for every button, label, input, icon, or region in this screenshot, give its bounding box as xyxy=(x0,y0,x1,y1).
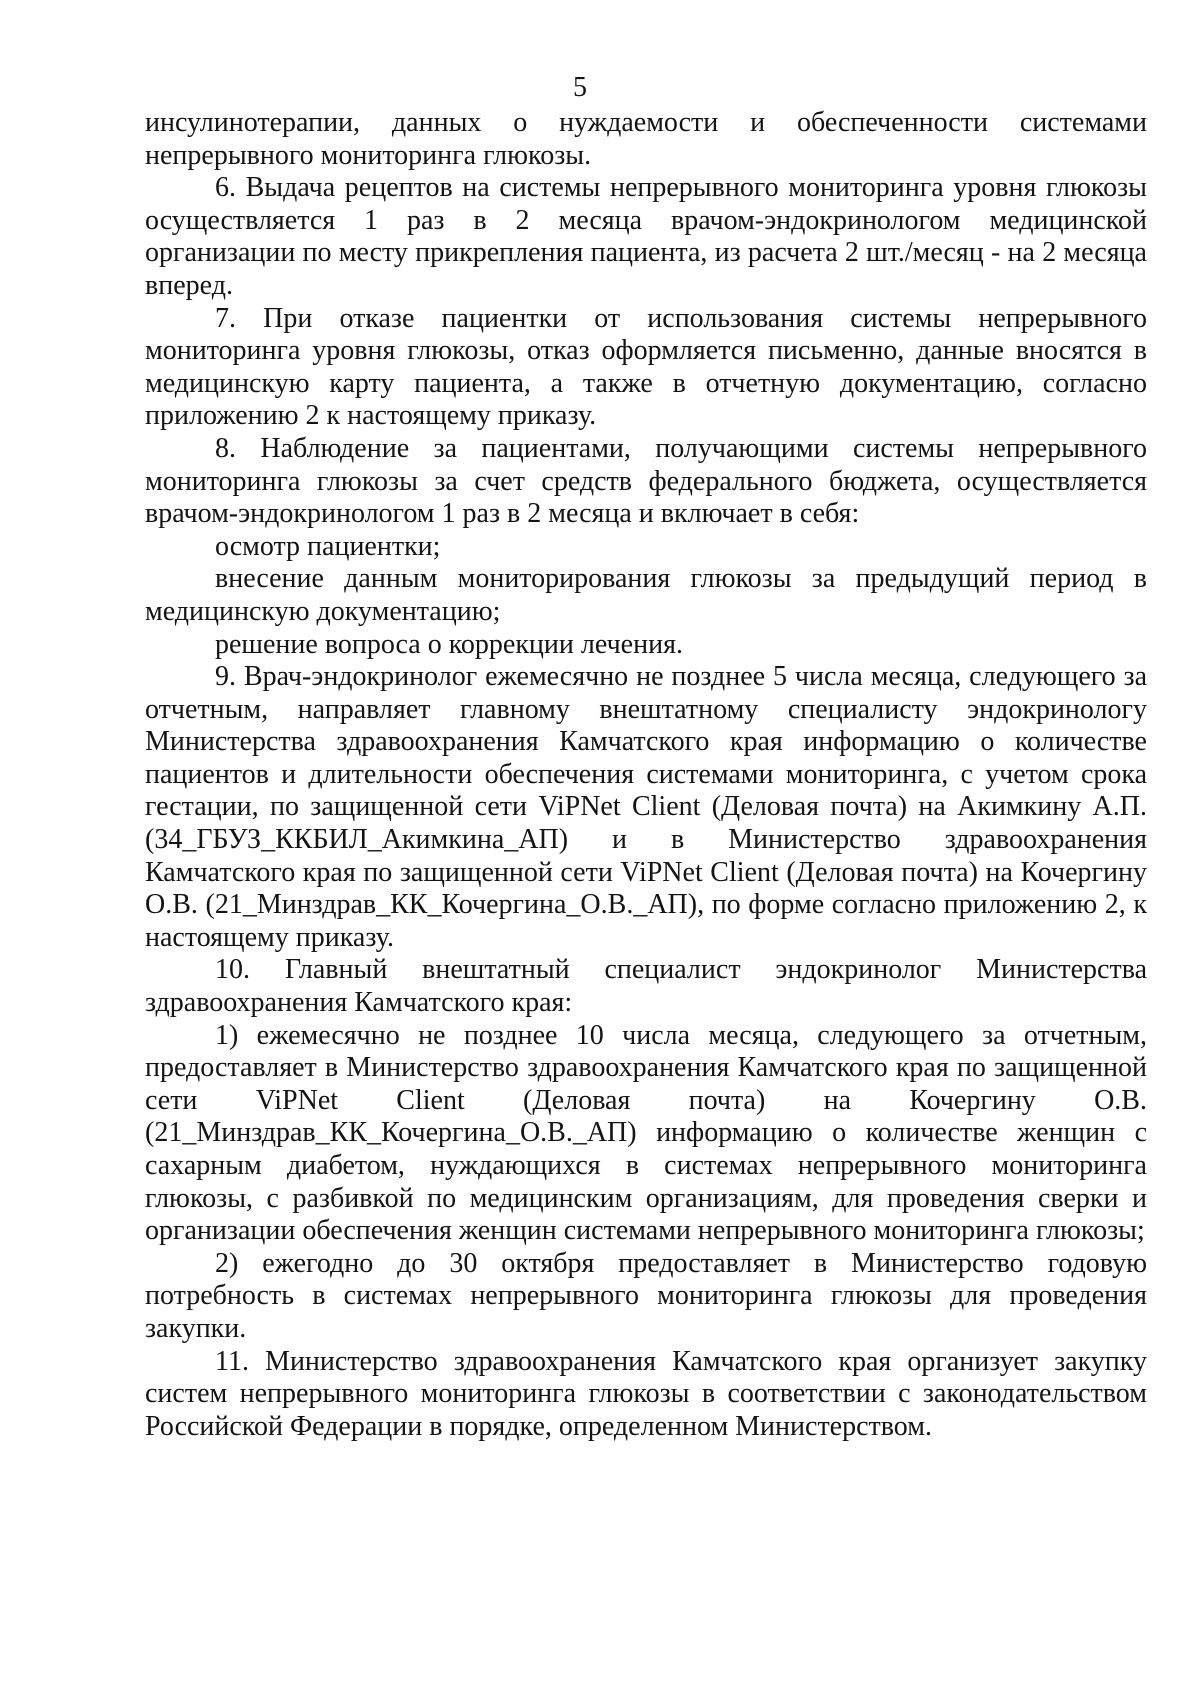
page-number: 5 xyxy=(573,72,587,103)
paragraph-item-9: 9. Врач-эндокринолог ежемесячно не позднее 5 числа месяца, следующего за отчетным, направляет главному внештатному специалисту эндокринологу Министерства здравоохранения Камчатского края информацию о количестве пациентов и длительности обеспечения системами мониторинга, с учетом срока гестации, по защищенной сети ViPNet Client (Деловая почта) на Акимкину А.П. (34_ГБУЗ_ККБИЛ_Акимкина_АП) и в Министерство здравоохранения Камчатского края по защищенной сети ViPNet Client (Деловая почта) на Кочергину О.В. (21_Минздрав_КК_Кочергина_О.В._АП), по форме согласно приложению 2, к настоящему приказу. xyxy=(145,661,1147,953)
paragraph-subitem-treatment: решение вопроса о коррекции лечения. xyxy=(215,628,683,660)
paragraph-item-6: 6. Выдача рецептов на системы непрерывного мониторинга уровня глюкозы осуществляется 1 раз в 2 месяца врачом-эндокринологом медицинской организации по месту прикрепления пациента, из расчета 2 шт./месяц - на 2 месяца вперед. xyxy=(145,172,1147,301)
paragraph-continuation: инсулинотерапии, данных о нуждаемости и обеспеченности системами непрерывного мониторинга глюкозы. xyxy=(145,107,1147,171)
paragraph-item-10: 10. Главный внештатный специалист эндокринолог Министерства здравоохранения Камчатского края: xyxy=(145,954,1147,1019)
paragraph-item-10-1: 1) ежемесячно не позднее 10 числа месяца, следующего за отчетным, предоставляет в Министерство здравоохранения Камчатского края по защищенной сети ViPNet Client (Деловая почта) на Кочергину О.В. (21_Минздрав_КК_Кочергина_О.В._АП) информацию о количестве женщин с сахарным диабетом, нуждающихся в системах непрерывного мониторинга глюкозы, с разбивкой по медицинским организациям, для проведения сверки и организации обеспечения женщин системами непрерывного мониторинга глюкозы; xyxy=(145,1019,1147,1247)
document-body xyxy=(145,107,1147,1443)
paragraph-item-11: 11. Министерство здравоохранения Камчатского края организует закупку систем непрерывного мониторинга глюкозы в соответствии с законодательством Российской Федерации в порядке, определенном Министерством. xyxy=(145,1345,1147,1442)
paragraph-item-8: 8. Наблюдение за пациентами, получающими системы непрерывного мониторинга глюкозы за счет средств федерального бюджета, осуществляется врачом-эндокринологом 1 раз в 2 месяца и включает в себя: xyxy=(145,432,1147,530)
paragraph-subitem-exam: осмотр пациентки; xyxy=(215,530,441,562)
paragraph-item-7: 7. При отказе пациентки от использования системы непрерывного мониторинга уровня глюкозы, отказ оформляется письменно, данные вносятся в медицинскую карту пациента, а также в отчетную документацию, согласно приложению 2 к настоящему приказу. xyxy=(145,302,1147,432)
paragraph-item-10-2: 2) ежегодно до 30 октября предоставляет в Министерство годовую потребность в системах непрерывного мониторинга глюкозы для проведения закупки. xyxy=(145,1247,1147,1344)
paragraph-subitem-records: внесение данным мониторирования глюкозы за предыдущий период в медицинскую документацию; xyxy=(145,563,1147,627)
